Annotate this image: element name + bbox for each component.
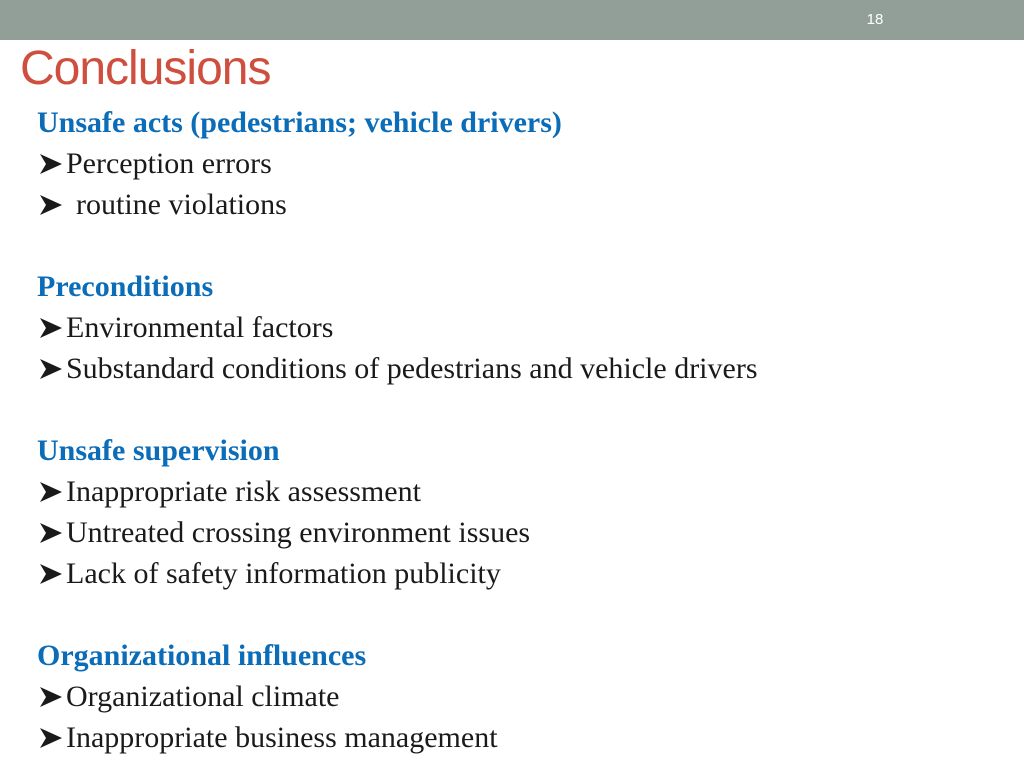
arrow-bullet-icon xyxy=(38,480,66,504)
list-item xyxy=(37,676,997,717)
arrow-bullet-icon xyxy=(38,521,66,545)
list-item xyxy=(37,471,997,512)
list-item-text: Substandard conditions of pedestrians and vehicle drivers xyxy=(66,352,758,385)
arrow-bullet-icon xyxy=(38,357,66,381)
list-item-text: Perception errors xyxy=(66,147,272,180)
section-heading: Organizational influences xyxy=(37,639,367,672)
arrow-bullet-icon xyxy=(38,193,66,217)
section-preconditions xyxy=(37,266,997,389)
section-heading: Unsafe acts (pedestrians; vehicle drivers) xyxy=(37,106,562,139)
slide-content xyxy=(37,102,997,758)
list-item xyxy=(37,512,997,553)
list-item xyxy=(37,143,997,184)
arrow-bullet-icon xyxy=(38,685,66,709)
list-item-text: Lack of safety information publicity xyxy=(66,557,501,590)
section-heading: Preconditions xyxy=(37,270,214,303)
arrow-bullet-icon xyxy=(38,562,66,586)
list-item xyxy=(37,184,997,225)
arrow-bullet-icon xyxy=(38,152,66,176)
page-number: 18 xyxy=(866,11,884,28)
list-item-text: Organizational climate xyxy=(66,680,340,713)
section-unsafe-acts xyxy=(37,102,997,225)
slide-title: Conclusions xyxy=(20,42,271,95)
list-item-text: Untreated crossing environment issues xyxy=(66,516,531,549)
list-item xyxy=(37,717,997,758)
list-item-text: routine violations xyxy=(76,188,287,221)
section-heading: Unsafe supervision xyxy=(37,434,280,467)
list-item-text: Inappropriate risk assessment xyxy=(66,475,421,508)
list-item xyxy=(37,307,997,348)
list-item xyxy=(37,348,997,389)
section-organizational-influences xyxy=(37,635,997,758)
list-item-text: Inappropriate business management xyxy=(66,721,498,754)
section-unsafe-supervision xyxy=(37,430,997,594)
arrow-bullet-icon xyxy=(38,316,66,340)
top-bar xyxy=(0,0,1024,40)
list-item-text: Environmental factors xyxy=(66,311,334,344)
list-item xyxy=(37,553,997,594)
arrow-bullet-icon xyxy=(38,726,66,750)
